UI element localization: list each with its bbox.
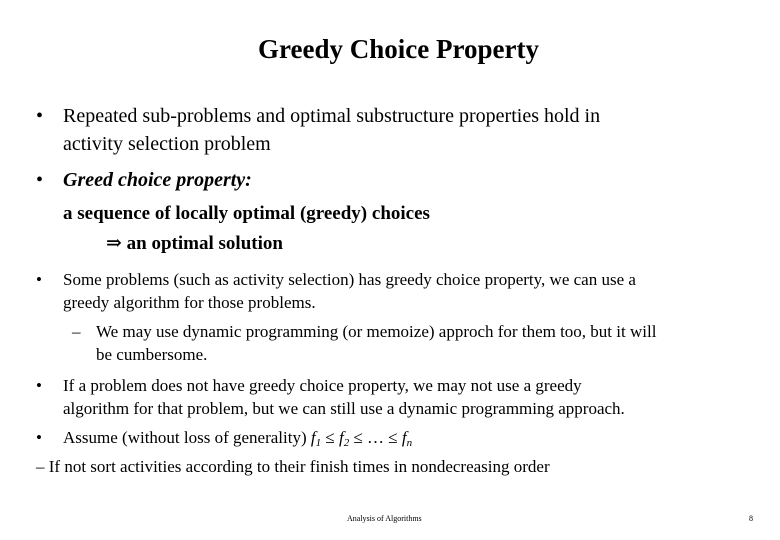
subbullet-text-line1: We may use dynamic programming (or memoize) approch for them too, but it will: [96, 322, 657, 341]
subbullet-dynamic-programming: [72, 320, 772, 366]
footer-course-title: Analysis of Algorithms: [347, 514, 422, 523]
bullet-dot: •: [36, 105, 44, 127]
dash-mark: –: [72, 322, 81, 341]
bullet-dot: •: [36, 169, 44, 191]
assume-formula: [36, 426, 766, 449]
bullet-text-line1: Repeated sub-problems and optimal substructure properties hold in: [63, 105, 601, 127]
greedy-choice-label: Greed choice property:: [63, 169, 252, 191]
formula-leq1: ≤: [321, 428, 339, 447]
bullet-some-problems: [36, 268, 766, 314]
bullet-dot: •: [36, 270, 42, 289]
greedy-choice-implication: ⇒ an optimal solution: [106, 233, 283, 254]
formula-fn: $f_n$: [401, 428, 413, 449]
slide-title: Greedy Choice Property: [258, 34, 539, 64]
bullet-dot: •: [36, 376, 42, 395]
formula-f1: $f_1$: [310, 428, 322, 449]
bullet-text-line1: If a problem does not have greedy choice property, we may not use a greedy: [63, 376, 582, 395]
sort-activities-note: – If not sort activities according to their finish times in nondecreasing order: [36, 457, 550, 476]
formula-leq2: ≤ … ≤: [349, 428, 402, 447]
bullet-assume-sorted: [36, 426, 766, 449]
bullet-dot: •: [36, 428, 42, 447]
bullet-repeated-subproblems: [36, 102, 756, 158]
footer-page-number: 8: [749, 514, 753, 523]
greedy-choice-definition: a sequence of locally optimal (greedy) choices: [63, 203, 430, 224]
subbullet-text-line2: be cumbersome.: [96, 345, 208, 364]
bullet-text-line2: algorithm for that problem, but we can still use a dynamic programming approach.: [63, 399, 625, 418]
bullet-text-line2: activity selection problem: [63, 133, 271, 155]
assume-prefix: Assume (without loss of generality): [63, 428, 307, 447]
bullet-text-line1: Some problems (such as activity selection) has greedy choice property, we can use a: [63, 270, 636, 289]
bullet-no-greedy-property: [36, 374, 766, 420]
formula-f2: $f_2$: [338, 428, 350, 449]
bullet-text-line2: greedy algorithm for those problems.: [63, 293, 316, 312]
bullet-greedy-choice: [36, 166, 756, 258]
